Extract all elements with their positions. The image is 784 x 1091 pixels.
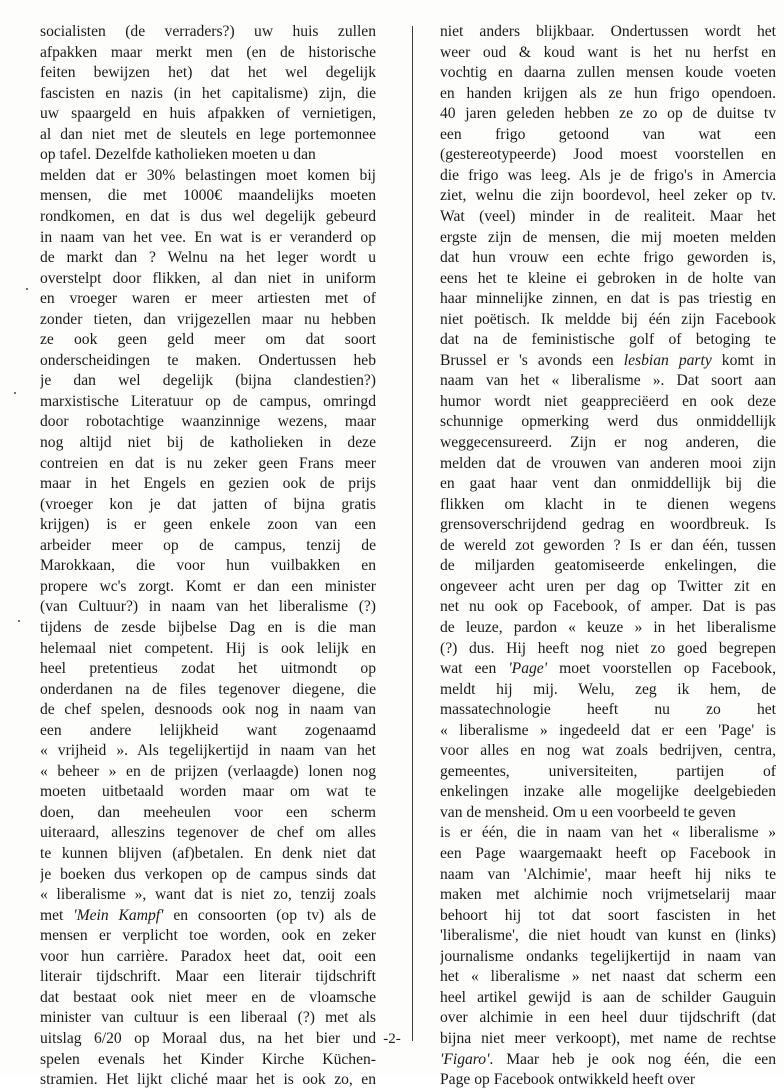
text-line: de markt dan ? Welnu na het leger wordt u bbox=[40, 249, 376, 267]
text-line: propere wc's zorgt. Komt er dan een minister bbox=[40, 577, 376, 595]
text-line: ziet, welnu die zijn boordevol, heel zeker op tv. bbox=[440, 187, 776, 205]
text-line: overstelpt door flikken, al dan niet in uniform bbox=[40, 269, 376, 287]
text-line: heel pretentieus zodat het uitmondt op bbox=[40, 660, 376, 678]
text-line: een Page waargemaakt heeft op Facebook in bbox=[440, 845, 776, 862]
text-line: dat bestaat ook niet meer en de vloamsche bbox=[40, 988, 376, 1006]
text-line: te kunnen blijven (af)betalen. En denk niet dat bbox=[40, 845, 376, 862]
text-line: eens het te kleine ei gebroken in de holte van bbox=[440, 269, 776, 287]
text-line: vochtig en daarna zullen mensen koude voeten bbox=[440, 64, 776, 82]
text-line: voor alles en nog wat zoals bedrijven, centra, bbox=[440, 742, 776, 760]
text-line: haar minnelijke zinnen, en dat is pas triestig en bbox=[440, 290, 776, 308]
text-line: onderdanen na de files tegenover diegene, die bbox=[40, 680, 376, 698]
text-line: humor wordt niet geappreciëerd en ook deze bbox=[440, 392, 776, 410]
text-line: stramien. Het lijkt cliché maar het is ook zo, en bbox=[40, 1071, 376, 1089]
text-line: en gaat haar vent dan onmiddellijk bij die bbox=[440, 475, 776, 493]
text-line: dat hun vrouw een echte frigo geworden is, bbox=[440, 249, 776, 267]
text-line: de miljarden geatomiseerde enkelingen, die bbox=[440, 557, 776, 575]
text-line: zonder tieten, dan vrijgezellen maar nu hebben bbox=[40, 310, 376, 328]
text-line: Wat (veel) minder in de realiteit. Maar het bbox=[440, 207, 776, 225]
text-line: afpakken maar merkt men (en de historische bbox=[40, 43, 376, 61]
text-line: « beheer » en de prijzen (verlaagde) lonen nog bbox=[40, 762, 376, 780]
scan-speck bbox=[26, 288, 28, 290]
text-line: gemeentes, universiteiten, partijen of bbox=[440, 762, 776, 780]
text-line: is er één, die in naam van het « liberalisme » bbox=[440, 824, 776, 842]
text-line: « liberalisme » ingedeeld dat er een 'Page' is bbox=[440, 721, 776, 739]
text-line: tijdens de zesde bijbelse Dag en is die man bbox=[40, 618, 376, 636]
text-line: nog altijd niet bij de katholieken in deze bbox=[40, 434, 376, 451]
text-line: maken met alchimie noch vrijmetselarij maar bbox=[440, 886, 776, 904]
text-line: uiteraard, alleszins tegenover de chef om alles bbox=[40, 824, 376, 842]
text-line: net nu ook op Facebook, of amper. Dat is pas bbox=[440, 598, 776, 616]
text-line: 'liberalisme', die niet houdt van kunst en (links) bbox=[440, 927, 776, 945]
text-line: 'Figaro'. Maar heb je ook nog één, die een bbox=[440, 1050, 776, 1068]
text-line: de chef spelen, desnoods ook nog in naam van bbox=[40, 701, 376, 719]
text-line: fascisten en nazis (in het capitalisme) zijn, die bbox=[40, 84, 376, 102]
text-line: Marokkaan, die voor hun vuilbakken en bbox=[40, 557, 376, 575]
text-line: melden dat de vrouwen van anderen mooi zijn bbox=[440, 454, 776, 472]
text-line: massatechnologie heeft nu zo het bbox=[440, 701, 776, 719]
text-line: feiten bewijzen het) dat het wel degelijk bbox=[40, 64, 376, 82]
text-line: 40 jaren geleden hebben ze zo op de duitse tv bbox=[440, 105, 776, 123]
text-line: weer oud & koud want is het nu herfst en bbox=[440, 43, 776, 61]
text-line: mensen, die met 1000€ maandelijks moeten bbox=[40, 187, 376, 205]
text-line: (gestereotypeerde) Jood moest voorstellen en bbox=[440, 146, 776, 164]
text-line: arbeider meer op de campus, tenzij de bbox=[40, 536, 376, 554]
text-line: socialisten (de verraders?) uw huis zullen bbox=[40, 23, 376, 40]
text-line: en vroeger waren er meer artiesten met of bbox=[40, 290, 376, 308]
text-line: behoort hij tot dat soort fascisten in het bbox=[440, 906, 776, 924]
text-line: (van Cultuur?) in naam van het liberalisme (?) bbox=[40, 598, 376, 616]
text-line: bijna niet meer verkoopt), met name de rechtse bbox=[440, 1029, 776, 1047]
text-line: enkelingen inzake alle mogelijke deelgebieden bbox=[440, 783, 776, 801]
text-line: van de mensheid. Om u een voorbeeld te geven bbox=[440, 803, 736, 821]
text-line: melden dat er 30% belastingen moet komen bij bbox=[40, 166, 376, 184]
text-line: dat na de feministische golf of betoging te bbox=[440, 331, 776, 349]
text-line: literair tijdschrift. Maar een literair tijdschrift bbox=[40, 968, 376, 986]
text-line: heel artikel gewijd is aan de schilder Gauguin bbox=[440, 988, 776, 1006]
text-line: « liberalisme », want dat is niet zo, tenzij zoals bbox=[40, 886, 376, 904]
text-line: voor hun carrière. Paradox heet dat, ooit een bbox=[40, 947, 376, 965]
column-divider bbox=[412, 26, 413, 1041]
text-line: het « liberalisme » net naast dat scherm een bbox=[440, 968, 776, 986]
text-line: moeten uitbetaald worden maar om wat te bbox=[40, 783, 376, 801]
text-line: ongeveer acht uren per dag op Twitter zit en bbox=[440, 577, 776, 595]
text-line: je dan wel degelijk (bijna clandestien?) bbox=[40, 372, 376, 390]
text-line: een frigo getoond van wat een bbox=[440, 125, 776, 143]
scan-speck bbox=[14, 392, 16, 394]
text-line: grensoverschrijdend gedrag en woordbreuk. Is bbox=[440, 516, 776, 534]
text-line: niet anders blijkbaar. Ondertussen wordt het bbox=[440, 23, 776, 40]
text-line: onderscheidingen te maken. Ondertussen heb bbox=[40, 351, 376, 369]
text-line: journalisme ondanks tegelijkertijd in naam van bbox=[440, 947, 776, 965]
text-line: (?) dus. Hij heeft nog niet zo goed begrepen bbox=[440, 639, 776, 657]
text-line: maar in het Engels en gezien ook de prijs bbox=[40, 475, 376, 493]
text-line: helemaal niet competent. Hij is ook lelijk en bbox=[40, 639, 376, 657]
text-line: uw spaargeld en huis afpakken of vernietigen, bbox=[40, 105, 376, 123]
text-line: met 'Mein Kampf' en consoorten (op tv) als de bbox=[40, 906, 376, 924]
text-line: wat een 'Page' moet voorstellen op Facebook, bbox=[440, 660, 776, 678]
text-line: je boeken dus verkopen op de campus sinds dat bbox=[40, 865, 376, 883]
text-line: Page op Facebook ontwikkeld heeft over bbox=[440, 1071, 696, 1089]
text-line: ze ook geen geld meer om dat soort bbox=[40, 331, 376, 349]
text-line: krijgen) is er geen enkele zoon van een bbox=[40, 516, 376, 534]
text-line: uitslag 6/20 op Moraal dus, na het bier und bbox=[40, 1029, 376, 1047]
text-line: ergste zijn de mensen, die mij moeten melden bbox=[440, 228, 776, 246]
scan-speck bbox=[18, 620, 20, 622]
text-line: die frigo was leeg. Als je de frigo's in Amercia bbox=[440, 166, 776, 184]
text-line: (vroeger kon je dat jatten of bijna gratis bbox=[40, 495, 376, 513]
text-line: over alchimie in een heel duur tijdschrift (dat bbox=[440, 1009, 776, 1027]
text-line: contreien en dat is nu zeker geen Frans meer bbox=[40, 454, 376, 472]
text-line: de wereld zot geworden ? Is er dan één, tussen bbox=[440, 536, 776, 554]
text-line: en handen krijgen als ze hun frigo opendoen. bbox=[440, 84, 776, 102]
text-line: de leuze, pardon « keuze » in het liberalisme bbox=[440, 618, 776, 636]
text-line: door robotachtige waanzinnige wezens, maar bbox=[40, 413, 376, 431]
page-number: -2- bbox=[383, 1031, 401, 1047]
text-line: op tafel. Dezelfde katholieken moeten u dan bbox=[40, 146, 316, 164]
text-line: in naam van het vee. En wat is er veranderd op bbox=[40, 228, 376, 246]
text-line: mensen er verplicht toe worden, ook en zeker bbox=[40, 927, 376, 945]
text-line: Brussel er 's avonds een lesbian party komt in bbox=[440, 351, 776, 369]
text-line: marxistische Literatuur op de campus, omringd bbox=[40, 392, 376, 410]
text-line: « vrijheid ». Als tegelijkertijd in naam van het bbox=[40, 742, 376, 760]
text-line: weggecensureerd. Zijn er nog anderen, die bbox=[440, 434, 776, 451]
text-line: een andere lelijkheid want zogenaamd bbox=[40, 721, 376, 739]
text-line: rondkomen, en dat is dus wel degelijk gebeurd bbox=[40, 207, 376, 225]
text-line: naam van 'Alchimie', maar heeft hij niks te bbox=[440, 865, 776, 883]
text-line: schunnige opmerking werd dus onmiddellijk bbox=[440, 413, 776, 431]
text-line: minister van cultuur is een liberaal (?) met als bbox=[40, 1009, 376, 1027]
text-line: spelen evenals het Kinder Kirche Küchen- bbox=[40, 1050, 376, 1068]
text-line: meldt hij mij. Welu, zeg ik hem, de bbox=[440, 680, 776, 698]
text-line: flikken om klacht in te dienen wegens bbox=[440, 495, 776, 513]
text-line: doen, dan meeheulen voor een scherm bbox=[40, 803, 376, 821]
text-line: naam van het « liberalisme ». Dat soort aan bbox=[440, 372, 776, 390]
text-line: al dan niet met de sleutels en lege portemonnee bbox=[40, 125, 376, 143]
text-line: niet poëtisch. Ik meldde bij één zijn Facebook bbox=[440, 310, 776, 328]
